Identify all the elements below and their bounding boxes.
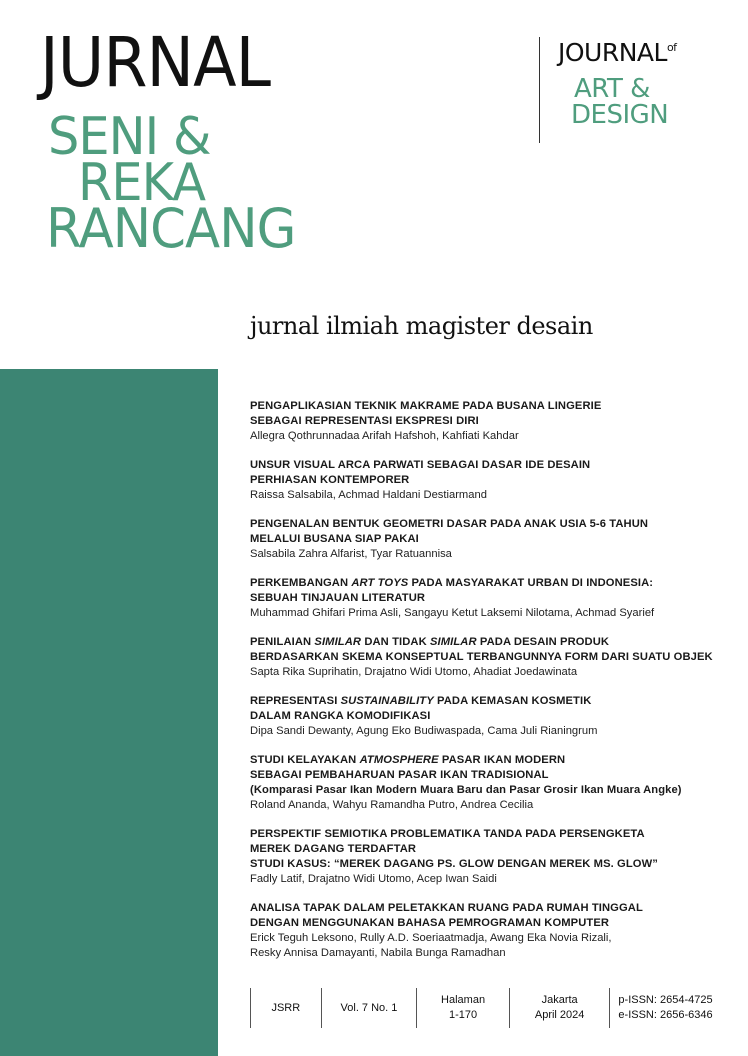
article-authors: Fadly Latif, Drajatno Widi Utomo, Acep Iwan Saidi bbox=[250, 873, 497, 885]
article-item bbox=[250, 827, 720, 887]
english-title-design: DESIGN bbox=[571, 100, 669, 130]
article-title: SEBUAH TINJAUAN LITERATUR bbox=[250, 592, 426, 604]
journal-subtitle: jurnal ilmiah magister desain bbox=[250, 312, 593, 340]
article-title: PERSPEKTIF SEMIOTIKA PROBLEMATIKA TANDA PADA PERSENGKETA bbox=[250, 828, 645, 840]
journal-title-reka: REKA bbox=[78, 153, 206, 213]
title-divider bbox=[539, 37, 540, 143]
article-item bbox=[250, 635, 720, 680]
article-item bbox=[250, 576, 720, 621]
issue-info-bar bbox=[250, 988, 716, 1028]
article-authors: Dipa Sandi Dewanty, Agung Eko Budiwaspada, Cama Juli Rianingrum bbox=[250, 725, 598, 737]
article-item bbox=[250, 399, 720, 444]
article-title: DALAM RANGKA KOMODIFIKASI bbox=[250, 710, 431, 722]
cover-side-band bbox=[0, 369, 218, 1056]
page-range: Halaman 1-170 bbox=[416, 988, 509, 1028]
article-authors: Salsabila Zahra Alfarist, Tyar Ratuannisa bbox=[250, 548, 452, 560]
journal-title-jurnal: JURNAL bbox=[40, 23, 271, 103]
article-authors: Resky Annisa Damayanti, Nabila Bunga Ramadhan bbox=[250, 947, 506, 959]
article-item bbox=[250, 753, 720, 813]
article-title: MELALUI BUSANA SIAP PAKAI bbox=[250, 533, 419, 545]
english-title-of: of bbox=[666, 41, 677, 54]
journal-title-rancang: RANCANG bbox=[46, 197, 296, 260]
english-title-journal: $JOURNAL^{of}$ bbox=[558, 38, 677, 67]
english-title-art: ART & bbox=[574, 74, 650, 104]
article-title: REPRESENTASI SUSTAINABILITY PADA KEMASAN KOSMETIK bbox=[250, 695, 592, 707]
article-authors: Muhammad Ghifari Prima Asli, Sangayu Ketut Laksemi Nilotama, Achmad Syarief bbox=[250, 607, 655, 619]
issn-numbers: p-ISSN: 2654-4725 e-ISSN: 2656-6346 bbox=[609, 988, 716, 1028]
article-title: PENGAPLIKASIAN TEKNIK MAKRAME PADA BUSANA LINGERIE bbox=[250, 400, 602, 412]
article-title: PENILAIAN SIMILAR DAN TIDAK SIMILAR PADA DESAIN PRODUK bbox=[250, 636, 610, 648]
article-title: UNSUR VISUAL ARCA PARWATI SEBAGAI DASAR IDE DESAIN bbox=[250, 459, 591, 471]
article-title: (Komparasi Pasar Ikan Modern Muara Baru dan Pasar Grosir Ikan Muara Angke) bbox=[250, 784, 682, 796]
publication-place-date: Jakarta April 2024 bbox=[509, 988, 610, 1028]
journal-title-seni: SENI & bbox=[48, 107, 211, 167]
article-item bbox=[250, 694, 720, 739]
article-authors: Erick Teguh Leksono, Rully A.D. Soeriaatmadja, Awang Eka Novia Rizali, bbox=[250, 932, 612, 944]
article-item bbox=[250, 901, 720, 961]
article-title: BERDASARKAN SKEMA KONSEPTUAL TERBANGUNNYA FORM DARI SUATU OBJEK bbox=[250, 651, 713, 663]
article-authors: Sapta Rika Suprihatin, Drajatno Widi Utomo, Ahadiat Joedawinata bbox=[250, 666, 578, 678]
article-title: STUDI KELAYAKAN ATMOSPHERE PASAR IKAN MODERN bbox=[250, 754, 566, 766]
article-title: PERHIASAN KONTEMPORER bbox=[250, 474, 410, 486]
journal-abbreviation: JSRR bbox=[250, 988, 321, 1028]
article-title: SEBAGAI REPRESENTASI EKSPRESI DIRI bbox=[250, 415, 479, 427]
article-title: STUDI KASUS: “MEREK DAGANG PS. GLOW DENGAN MEREK MS. GLOW” bbox=[250, 858, 658, 870]
article-authors: Allegra Qothrunnadaa Arifah Hafshoh, Kahfiati Kahdar bbox=[250, 430, 519, 442]
article-title: MEREK DAGANG TERDAFTAR bbox=[250, 843, 417, 855]
article-title: PERKEMBANGAN ART TOYS PADA MASYARAKAT URBAN DI INDONESIA: bbox=[250, 577, 654, 589]
article-item bbox=[250, 458, 720, 503]
volume-number: Vol. 7 No. 1 bbox=[321, 988, 417, 1028]
article-item bbox=[250, 517, 720, 562]
article-title: ANALISA TAPAK DALAM PELETAKKAN RUANG PADA RUMAH TINGGAL bbox=[250, 902, 643, 914]
article-list bbox=[250, 399, 720, 975]
article-title: DENGAN MENGGUNAKAN BAHASA PEMROGRAMAN KOMPUTER bbox=[250, 917, 610, 929]
article-authors: Roland Ananda, Wahyu Ramandha Putro, Andrea Cecilia bbox=[250, 799, 534, 811]
article-title: SEBAGAI PEMBAHARUAN PASAR IKAN TRADISIONAL bbox=[250, 769, 549, 781]
article-authors: Raissa Salsabila, Achmad Haldani Destiarmand bbox=[250, 489, 487, 501]
article-title: PENGENALAN BENTUK GEOMETRI DASAR PADA ANAK USIA 5-6 TAHUN bbox=[250, 518, 649, 530]
